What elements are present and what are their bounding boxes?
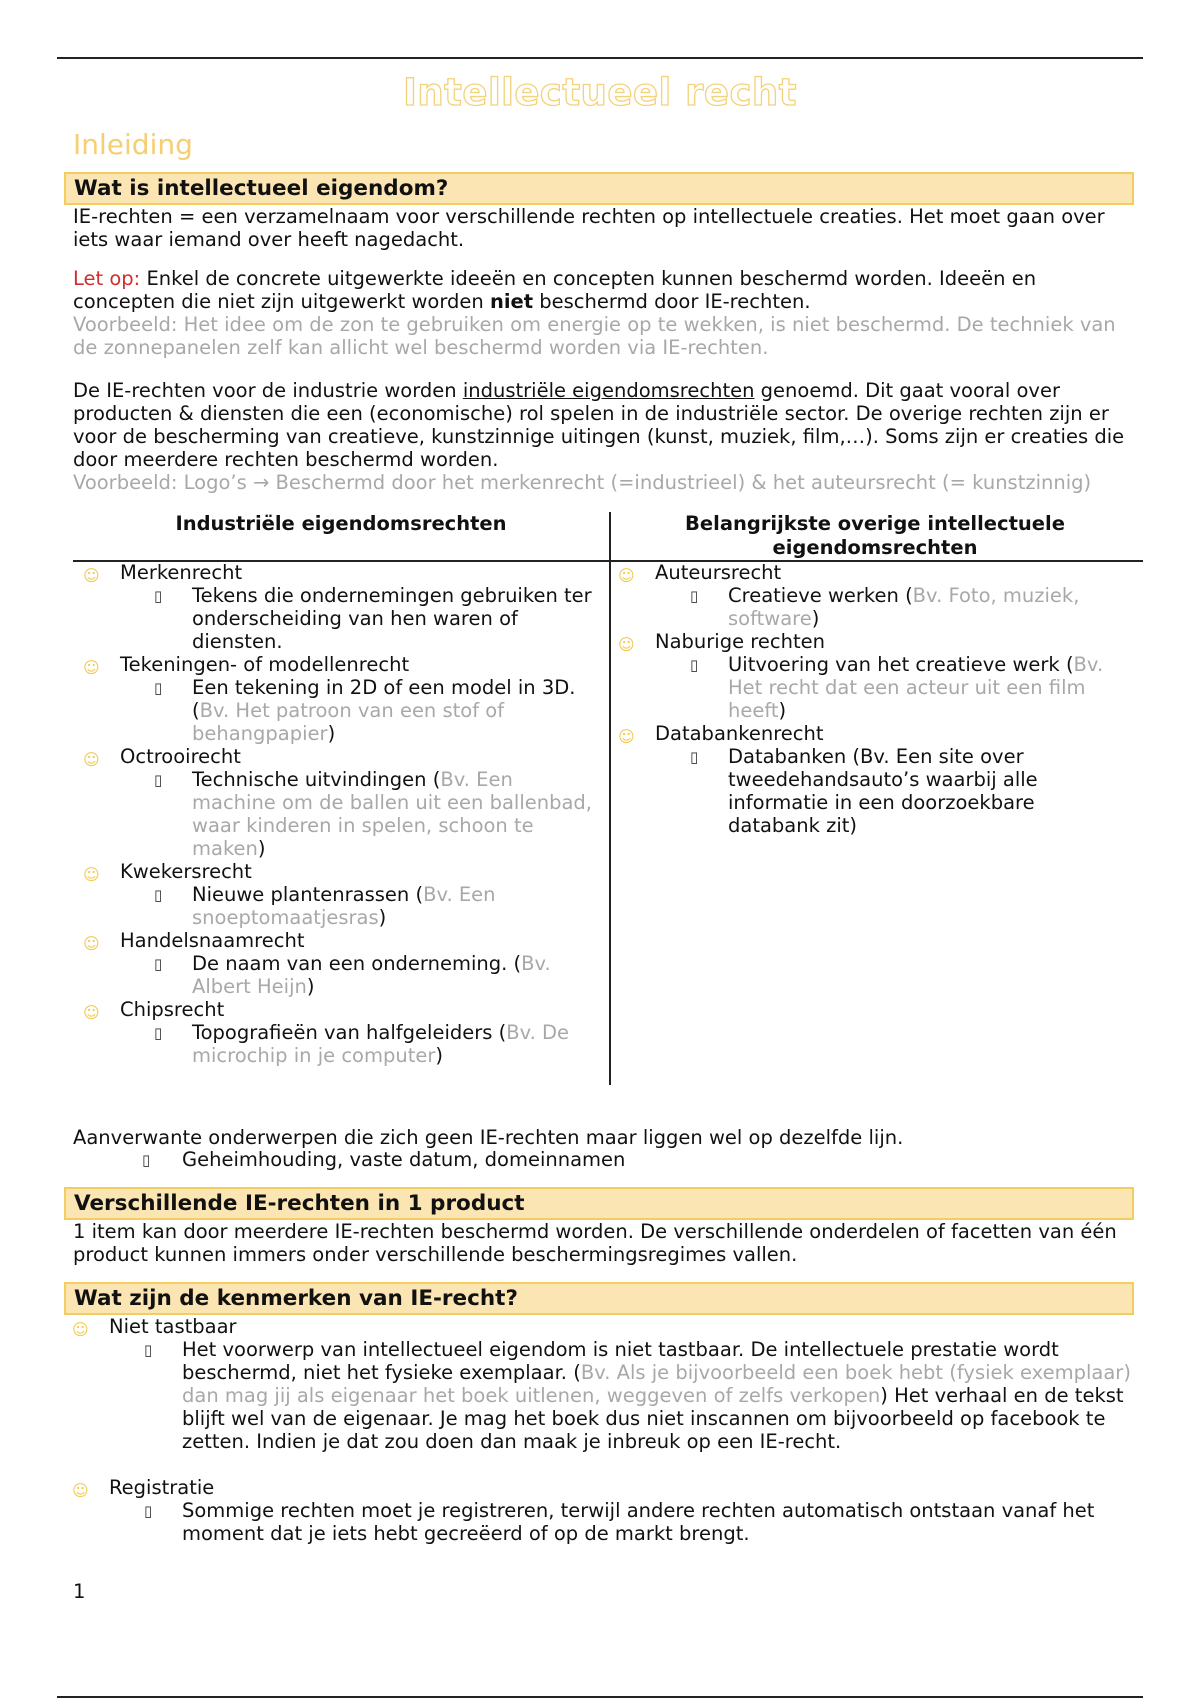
table-header-other: Belangrijkste overige intellectuele eigendomsrechten bbox=[685, 512, 1065, 559]
smiley-bullet-icon: ☺ bbox=[83, 566, 100, 585]
square-bullet-icon: ▯ bbox=[154, 587, 163, 605]
heading-features: Wat zijn de kenmerken van IE-recht? bbox=[64, 1282, 1134, 1315]
list-subitem: ▯ Tekens die ondernemingen gebruiken ter onderscheiding van hen waren of diensten. bbox=[154, 584, 592, 653]
list-item: ☺ Registratie bbox=[72, 1476, 215, 1500]
square-bullet-icon: ▯ bbox=[154, 886, 163, 904]
list-item: ☺ Tekeningen- of modellenrecht bbox=[83, 653, 410, 677]
paragraph-industrial bbox=[73, 379, 1143, 494]
smiley-bullet-icon: ☺ bbox=[618, 566, 635, 585]
table-column-other bbox=[608, 561, 1118, 837]
list-item: ☺ Octrooirecht bbox=[83, 745, 241, 769]
square-bullet-icon: ▯ bbox=[154, 1024, 163, 1042]
square-bullet-icon: ▯ bbox=[154, 955, 163, 973]
square-bullet-icon: ▯ bbox=[690, 748, 699, 766]
list-item: ☺ Chipsrecht bbox=[83, 998, 225, 1022]
bottom-rule bbox=[57, 1696, 1143, 1698]
top-rule bbox=[57, 57, 1143, 59]
industrial-term: industriële eigendomsrechten bbox=[462, 379, 755, 402]
table-column-industrial bbox=[73, 561, 598, 1067]
paragraph-definition: IE-rechten = een verzamelnaam voor verschillende rechten op intellectuele creaties. Het moet gaan over iets waar iemand over heeft nagedacht. bbox=[73, 205, 1105, 251]
smiley-bullet-icon: ☺ bbox=[618, 727, 635, 746]
list-subitem: ▯ Het voorwerp van intellectueel eigendom is niet tastbaar. De intellectuele prestatie wordt beschermd, niet het fysieke exemplaar. (Bv. Als je bijvoorbeeld een boek hebt (fysiek exemplaar) dan mag jij als eigenaar het boek uitlenen, weggeven of zelfs verkopen) Het verhaal en de tekst blijft wel van de eigenaar. Je mag het boek dus niet inscannen om bijvoorbeeld op facebook te zetten. Indien je dat zou doen dan maak je inbreuk op een IE-recht. bbox=[144, 1338, 1131, 1453]
heading-what-is: Wat is intellectueel eigendom? bbox=[64, 172, 1134, 205]
list-item: ☺ Databankenrecht bbox=[618, 722, 824, 746]
smiley-bullet-icon: ☺ bbox=[83, 750, 100, 769]
smiley-bullet-icon: ☺ bbox=[83, 934, 100, 953]
note-label: Let op: bbox=[73, 267, 141, 290]
table-header-industrial: Industriële eigendomsrechten bbox=[175, 512, 507, 535]
paragraph-note bbox=[73, 267, 1143, 359]
square-bullet-icon: ▯ bbox=[690, 656, 699, 674]
example-sun: Voorbeeld: Het idee om de zon te gebruiken om energie op te wekken, is niet beschermd. De techniek van de zonnepanelen zelf kan allicht wel beschermd worden via IE-rechten. bbox=[73, 313, 1116, 359]
smiley-bullet-icon: ☺ bbox=[72, 1481, 89, 1500]
paragraph-multi-rights: 1 item kan door meerdere IE-rechten beschermd worden. De verschillende onderdelen of facetten van één product kunnen immers onder verschillende beschermingsregimes vallen. bbox=[73, 1220, 1117, 1266]
note-text-a: Enkel de concrete uitgewerkte ideeën en concepten kunnen beschermd worden. Ideeën en concepten die niet zijn uitgewerkt worden bbox=[73, 267, 1037, 313]
list-subitem: ▯ Nieuwe plantenrassen (Bv. Een snoeptomaatjesras) bbox=[154, 883, 496, 929]
square-bullet-icon: ▯ bbox=[690, 587, 699, 605]
list-subitem: ▯ Een tekening in 2D of een model in 3D. (Bv. Het patroon van een stof of behangpapier) bbox=[154, 676, 576, 745]
list-subitem: ▯ Sommige rechten moet je registreren, terwijl andere rechten automatisch ontstaan vanaf het moment dat je iets hebt gecreëerd of op de markt brengt. bbox=[144, 1499, 1095, 1545]
section-heading-inleiding: Inleiding bbox=[73, 128, 193, 161]
list-item: ☺ Kwekersrecht bbox=[83, 860, 252, 884]
list-subitem: ▯ Topografieën van halfgeleiders (Bv. De microchip in je computer) bbox=[154, 1021, 570, 1067]
square-bullet-icon: ▯ bbox=[144, 1341, 153, 1359]
list-item: ☺ Merkenrecht bbox=[83, 561, 243, 585]
list-subitem: ▯ Uitvoering van het creatieve werk (Bv. Het recht dat een acteur uit een film heeft) bbox=[690, 653, 1104, 722]
smiley-bullet-icon: ☺ bbox=[83, 865, 100, 884]
square-bullet-icon: ▯ bbox=[144, 1502, 153, 1520]
list-subitem: ▯ De naam van een onderneming. (Bv. Albert Heijn) bbox=[154, 952, 551, 998]
industrial-text-a: De IE-rechten voor de industrie worden bbox=[73, 379, 463, 402]
list-subitem: ▯ Creatieve werken (Bv. Foto, muziek, software) bbox=[690, 584, 1080, 630]
spacer bbox=[62, 1453, 1142, 1476]
list-subitem: ▯ Databanken (Bv. Een site over tweedehandsauto’s waarbij alle informatie in een doorzoekbare databank zit) bbox=[690, 745, 1038, 837]
square-bullet-icon: ▯ bbox=[142, 1151, 151, 1169]
list-item: ☺ Naburige rechten bbox=[618, 630, 825, 654]
heading-multi-rights: Verschillende IE-rechten in 1 product bbox=[64, 1187, 1134, 1220]
smiley-bullet-icon: ☺ bbox=[83, 1003, 100, 1022]
list-item: ☺ Niet tastbaar bbox=[72, 1315, 237, 1339]
list-item: ☺ Handelsnaamrecht bbox=[83, 929, 305, 953]
smiley-bullet-icon: ☺ bbox=[72, 1320, 89, 1339]
note-text-b: beschermd door IE-rechten. bbox=[533, 290, 811, 313]
list-item: ☺ Auteursrecht bbox=[618, 561, 782, 585]
page-number: 1 bbox=[73, 1580, 86, 1603]
document-title: Intellectueel recht bbox=[403, 71, 797, 114]
square-bullet-icon: ▯ bbox=[154, 771, 163, 789]
smiley-bullet-icon: ☺ bbox=[83, 658, 100, 677]
list-subitem: ▯ Technische uitvindingen (Bv. Een machine om de ballen uit een ballenbad, waar kinderen in spelen, schoon te maken) bbox=[154, 768, 593, 860]
square-bullet-icon: ▯ bbox=[154, 679, 163, 697]
features-list bbox=[62, 1315, 1142, 1545]
smiley-bullet-icon: ☺ bbox=[618, 635, 635, 654]
example-logos: Voorbeeld: Logo’s → Beschermd door het merkenrecht (=industrieel) & het auteursrecht (= kunstzinnig) bbox=[73, 471, 1092, 494]
note-text-bold: niet bbox=[489, 290, 534, 313]
paragraph-related: Aanverwante onderwerpen die zich geen IE-rechten maar liggen wel op dezelfde lijn. bbox=[73, 1126, 904, 1149]
industrial-text-b: genoemd. Dit gaat vooral over producten & diensten die een (economische) rol spelen in de industriële sector. De overige rechten zijn er voor de bescherming van creatieve, kunstzinnige uitingen (kunst, muziek, film,…). Soms zijn er creaties die door meerdere rechten beschermd worden. bbox=[73, 379, 1125, 471]
